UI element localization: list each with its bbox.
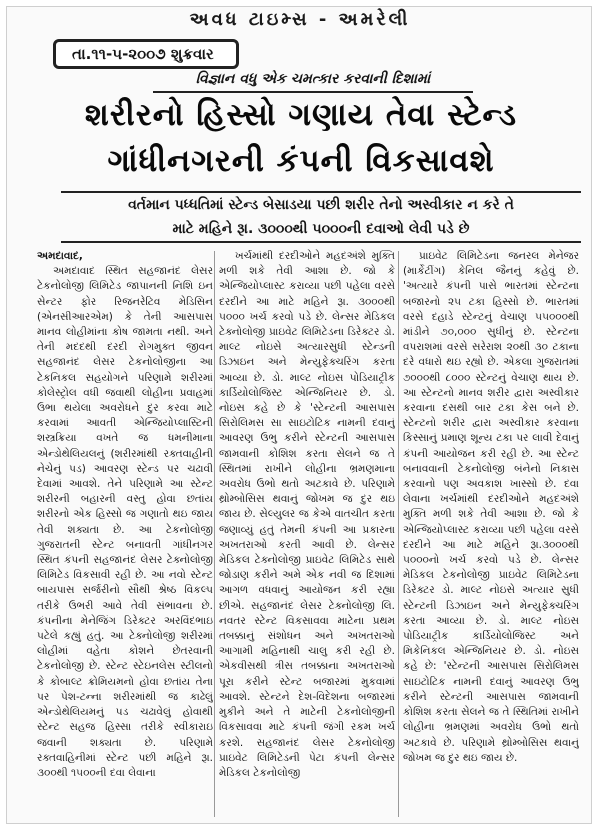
column-divider (214, 251, 215, 817)
column-3-text: પ્રાઇવેટ લિમિટેડના જનરલ મેનેજર (માર્કેટીંગ) કેનિલ જૈનનું કહેવું છે. 'અત્યારે કંપની પાસે ભારતમાં સ્ટેન્ટના બજારનો ૨૫ ટકા હિસ્સો છે. ભારતમાં વરસે દહાડે સ્ટેન્ટનું વેચાણ ૫૫૦૦૦થી માંડીને ૭૦,૦૦૦ સુધીનું છે. સ્ટેન્ટના વપરાશમાં વરસે સરેરાશ ૨૦થી ૩૦ ટકાના દરે વધારો થઇ રહ્યો છે. એકલા ગુજરાતમાં ૭૦૦૦થી ૮૦૦૦ સ્ટેન્ટનું વેચાણ થાય છે. આ સ્ટેન્ટનો માનવ શરીર દ્વારા અસ્વીકાર કરવાના દસથી બાર ટકા કેસ બને છે. સ્ટેન્ટનો શરીર દ્વારા અસ્વીકાર કરવાના કિસ્સાનું પ્રમાણ શૂન્ય ટકા પર લાવી દેવાનું કંપની આયોજન કરી રહી છે. આ સ્ટેન્ટ બનાવવાની ટેકનોલોજી બંનેનો નિકાસ કરવાનો પણ અવકાશ ખાસ્સો છે. દવા લેવાના ખર્ચમાંથી દરદીઓને મહદઅંશે મુક્તિ મળી શકે તેવી આશા છે. જો કે એન્જિયોપ્લાસ્ટ કરાવ્યા પછી પહેલા વરસે દરદીને આ માટે મહિને રૂા.૩૦૦૦થી ૫૦૦૦નો ખર્ચ કરવો પડે છે. લેન્સર મેડિકલ ટેકનોલોજી પ્રાઇવેટ લિમિટેડના ડિરેક્ટર ડો. માલ્ટ નોઇસે અત્યાર સુધી સ્ટેન્ટની ડિઝાઇન અને મેન્યુફેક્ચરિંગ કરતા આવ્યા છે. ડો. માલ્ટ નોઇસ પોડિયાટ્રીક કાર્ડિયોલોજિસ્ટ અને મિકેનિકલ એન્જિનિયર છે. ડો. નોઇસ કહે છે: 'સ્ટેન્ટની આસપાસ સિરોલિમસ સાઇટોટિક નામની દવાનું આવરણ ઉભુ કરીને સ્ટેન્ટની આસપાસ જામવાની કોશિશ કરતા સેલને જ તે સ્થિતિમાં રાખીને લોહીના ભ્રમણમાં અવરોધ ઉભો થતો અટકાવે છે. પરિણામે થ્રોમ્બોસિસ થવાનું જોખમ જ દુર થઇ જાય છે. (403, 250, 579, 764)
dateline: અમદાવાદ, (37, 250, 83, 262)
headline-line-2: ગાંધીનગરની કંપની વિકસાવશે (107, 143, 495, 179)
column-2-text: ખર્ચમાંથી દરદીઓને મહદઅંશે મુક્તિ મળી શકે તેવી આશા છે. જો કે એન્જિયોપ્લાસ્ટ કરાવ્યા પછી પહેલા વરસે દરદીને આ માટે મહિને રૂા. ૩૦૦૦થી ૫૦૦૦ ખર્ચ કરવો પડે છે. લેન્સર મેડિકલ ટેક્નોલોજી પ્રાઇવેટ લિમિટેડના ડિરેક્ટર ડો. માલ્ટ નોઇસે અત્યારસુધી સ્ટેન્ડની ડિઝાઇન અને મેન્યુફેક્ચરિંગ કરતા આવ્યા છે. ડો. માલ્ટ નોઇસ પોડિયાટ્રીક કાર્ડિયોલોજિસ્ટ એન્જિનિયર છે. ડો. નોઇસ કહે છે કે 'સ્ટેન્ટની આસપાસ સિરોલિમસ સા સાઇટોટિક નામની દવાનું આવરણ ઉભુ કરીને સ્ટેન્ટની આસપાસ જામવાની કોશિશ કરતા સેલને જ તે સ્થિતમાં રાખીને લોહીના ભ્રમણમાના અવરોધ ઉભો થતો અટકાવે છે. પરિણામે થ્રોમ્બોસિસ થવાનું જોખમ જ દુર થઇ જાય છે. સેલ્યુલર જ કેએ વાતચીત કરતા જણાવ્યું હતું તેમની કંપની આ પ્રકારના અખતરાઓ કરતી આવી છે. લેન્સર મેડિકલ ટેક્નોલોજી પ્રાઇવેટ લિમિટેડ સાથે જોડાણ કરીને અમે એક નવી જ દિશામાં આગળ વધવાનું આયોજન કરી રહ્યા છીએ. સહજાનંદ લેસર ટેક્નોલોજી લિ. નવતર સ્ટેન્ટ વિકસાવવા માટેના પ્રથમ તબક્કાનું સંશોધન અને અખતરાઓ આગામી મહિનાથી ચાલુ કરી રહી છે. એકવીસથી ત્રીસ તબક્કાના અખતરાઓ પૂરા કરીને સ્ટેન્ટ બજારમાં મુકવામાં આવશે. સ્ટેન્ટને દેશ-વિદેશના બજારમાં મુકીને અને તે માટેની ટેકનોલોજીની વિકસાવવા માટે કંપની જંગી રકમ ખર્ચ કરશે. સહજાનંદ લેસર ટેકનોલોજી પ્રાઇવેટ લિમિટેડની પેટા કંપની લેન્સર મેડિકલ ટેકનોલોજી (219, 250, 395, 779)
kicker-headline: વિજ્ઞાન વધુ એક ચમત્કાર કરવાની દિશામાં (153, 71, 473, 93)
masthead: અવધ ટાઇમ્સ - અમરેલી (189, 9, 411, 30)
article-column-3 (403, 249, 579, 821)
newspaper-clipping (6, 6, 592, 824)
subheadline-line-2: માટે મહિને રૂા. ૩૦૦૦થી ૫૦૦૦ની દવાઓ લેવી પડે છે (172, 221, 470, 237)
article-column-2 (219, 249, 395, 821)
subheadline (61, 191, 581, 243)
subheadline-line-1: વર્તમાન પધ્ધતિમાં સ્ટેન્ડ બેસાડયા પછી શરીર તેનો અસ્વીકાર ન કરે તે (128, 197, 514, 213)
column-divider (398, 251, 399, 817)
headline-line-1: શરીરનો હિસ્સો ગણાય તેવા સ્ટેન્ડ (84, 97, 518, 133)
column-1-text: અમદાવાદ સ્થિત સહજાનંદ લેસર ટેકનોલોજી લિમિટેડ જાપાનની નિશિ ઇન સેન્ટર ફોર રિજનરેટિવ મેડિસિન (એનસીઆરએમ) કે તેની આસપાસ માનવ લોહીમાંના કોષ જામતા નથી. અને તેની મદદથી દરદી રોગમુક્ત જીવન સહજાનંદ લેસર ટેકનોલોજીના આ ટેકનિકલ સહયોગને પરિણામે શરીરમાં કોલેસ્ટ્રોલ વધી જવાથી લોહીના પ્રવાહમાં ઉભા થયેલા અવરોધને દુર કરવા માટે કરવામાં આવતી એન્જિયોપ્લાસ્ટિની શસ્ત્રક્રિયા વખતે જ ધમનીમાના એન્ડોથેલિયલનું (શરીરમાંથી રક્તવાહીની નેચેનું પડ) આવરણ સ્ટેન્ડ પર ચઢાવી દેવામાં આવશે. તેને પરિણામે આ સ્ટેન્ટ શરીરની બહારની વસ્તુ હોવા છતાંય શરીરનો એક હિસ્સો જ ગણાતો થઇ જાય તેવી શક્યતા છે. આ ટેકનોલોજી ગુજરાતની સ્ટેન્ટ બનાવતી ગાંધીનગર સ્થિત કંપની સહજાનંદ લેસર ટેક્નોલોજી લિમિટેડ વિકસાવી રહી છે. આ નવો સ્ટેન્ટ બાયપાસ સર્જરીનો સૌથી શ્રેષ્ઠ વિકલ્પ તરીકે ઉભરી આવે તેવી સંભાવના છે. કંપનીના મેનેજિંગ ડિરેક્ટર અરવિંદભાઇ પટેલે કહ્યું હતું. આ ટેક્નોલોજી શરીરમાં લોહીમાં વહેતા કોશને છેતરવાની ટેકનોલોજી છે. સ્ટેન્ટ સ્ટેઇનલેસ સ્ટીલનો કે કોબાલ્ટ ક્રોમિયમનો હોવા છતાંય તેના પર પેશ-ટન્ના શરીરમાંથી જ કાઢેલું એન્ડોથેલિયમનું પડ ચઢાવેલું હોવાથી સ્ટેન્ટ સહજ હિસ્સા તરીકે સ્વીકારાઇ જવાની શક્યતા છે. પરિણામે રક્તવાહિનીમાં સ્ટેન્ટ પછી મહિને રૂા. ૩૦૦થી ૧૫૦૦ની દવા લેવાના (37, 265, 213, 779)
publication-date: તા.૧૧-૫-૨૦૦૭ શુક્રવાર (53, 39, 239, 69)
article-column-1 (37, 249, 213, 821)
